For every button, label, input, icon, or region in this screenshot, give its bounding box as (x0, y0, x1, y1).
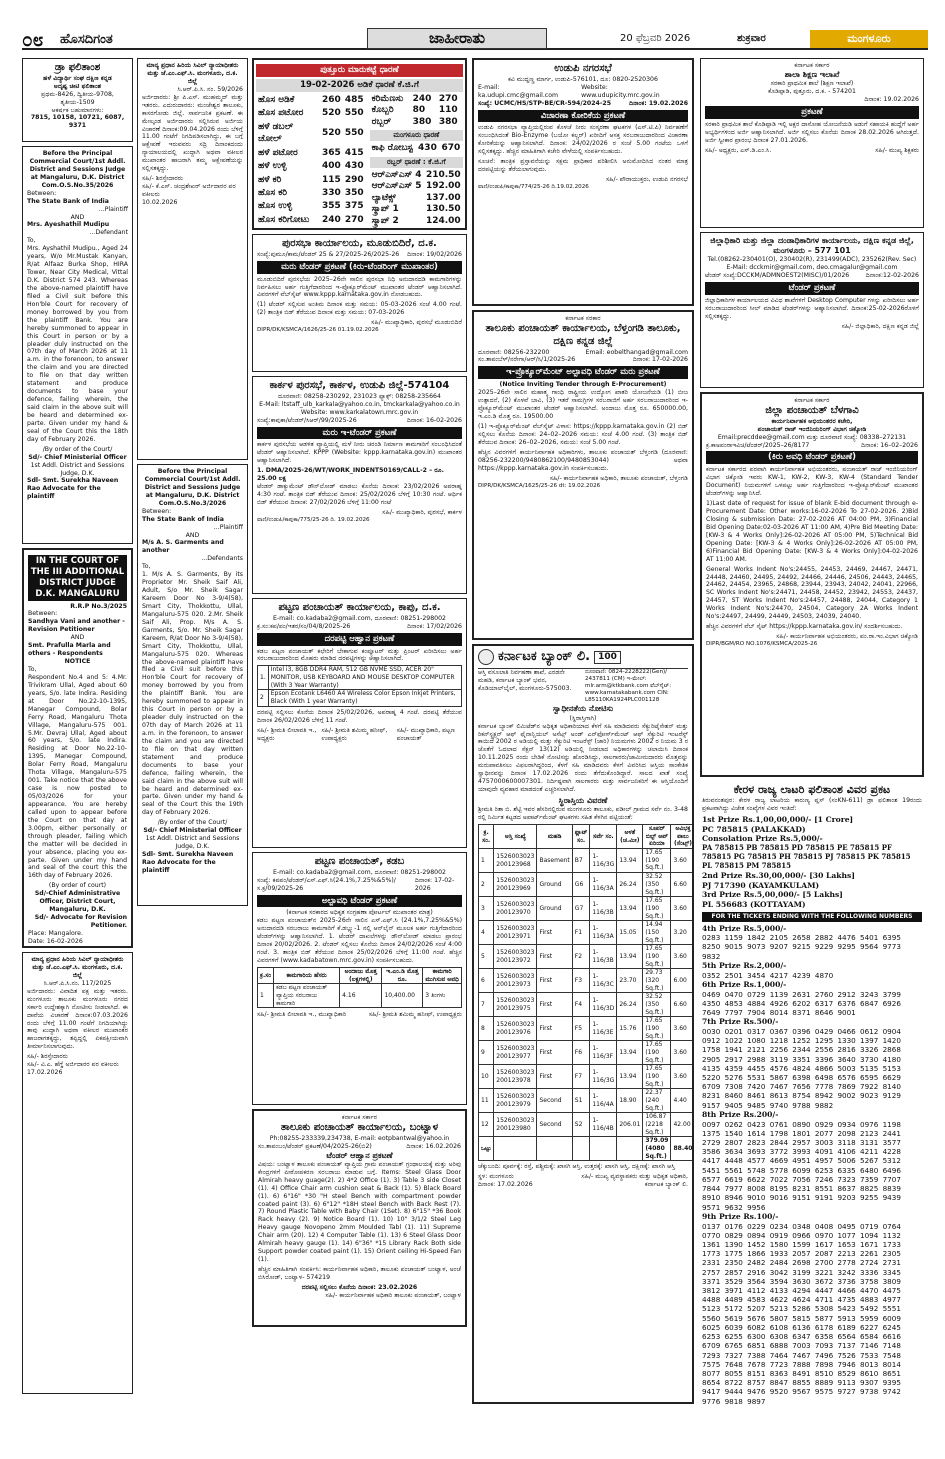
table-cell: 1526003023 200123976 (494, 1017, 537, 1041)
table-cell: F5 (572, 1017, 590, 1041)
table-cell: G6 (572, 873, 590, 897)
table-cell: 1526003023 200123970 (494, 897, 537, 921)
table-cell: First (537, 1041, 572, 1065)
arecanut-price-table (256, 94, 366, 228)
price-row (370, 117, 463, 129)
issue-day: ಶುಕ್ರವಾರ (737, 33, 766, 44)
table-cell: 270 (438, 93, 458, 104)
table-header-cell: ಸರ್ವೆ ಸಂ. (590, 825, 617, 849)
table-cell: F7 (572, 1065, 590, 1089)
table-cell: 9 (479, 1041, 494, 1065)
table-cell: 206.01 (617, 1113, 643, 1137)
table-cell: 115 (322, 174, 341, 185)
property-schedule-table (478, 824, 694, 1161)
table-cell: 42.00 (671, 1113, 694, 1137)
table-header-cell: ಫ್ಲಾಟ್ ಸಂ. (572, 825, 590, 849)
table-cell: 1-116/3F (590, 1041, 617, 1065)
kadaba-tender-ad: ಪಟ್ಟಣ ಪಂಚಾಯತ್, ಕಡಬ E-mail: co.kadaba2@gmail.com, ದೂರವಾಣಿ: 08251-298002 ಸಂಖ್ಯೆ: ಕಪಪಂ/ಟೆಂಡರ್/ಎಸ್.ಎಫ್.ಸಿ(24.1%,7.25%&5%)/ಸ.ಕ್ರ/09/2025-26 ದಿನಾಂಕ: 17-02-2026 ಅಲ್ಪಾವಧಿ ಟೆಂಡರ್ ಪ್ರಕಟಣೆ (ಕರ್ನಾಟಕ ಸರಕಾರದ ಅಧಿಕೃತ ಸಂಗ್ರಹಣಾ ಪೋರ್ಟಲ್ ಮುಖಾಂತರ ಮಾತ್ರ) ಕಡಬ ಪಟ್ಟಣ ಪಂಚಾಯತ್‌ನ 2025-26ನೇ ಸಾಲಿನ ಎಸ್.ಎಫ್.ಸಿ (24.1%,7.25%&5%) ಅನುದಾನದಡಿ ಸರಬರಾಜು ಕಾಮಗಾರಿಗೆ ಕೆ.ಡಬ್ಲ್ಯು-1 ನಲ್ಲಿ ಆನ್‌ಲೈನ್ ಮೂಲಕ ಅರ್ಹ ಗುತ್ತಿಗೆದಾರರಿಂದ ಟೆಂಡರ್‌ಗಳನ್ನು ಆಹ್ವಾನಿಸಲಾಗಿದೆ. 1. ಟೆಂಡರ್ ದಾಖಲೆಗಳನ್ನು ಡೌನ್‌ಲೋಡ್ ಮಾಡಲು ಪ್ರಾರಂಭ ದಿನಾಂಕ 20/02/2026. 2. ಟೆಂಡರ್ ಸಲ್ಲಿಸಲು ಕೊನೆಯ ದಿನಾಂಕ 24/02/2026 ಸಂಜೆ 4:00 ಗಂಟೆ. 3. ತಾಂತ್ರಿಕ ಬಿಡ್ ತೆರೆಯುವ ದಿನಾಂಕ 25/02/2026 ಬೆಳಿಗ್ಗೆ 11:00 ಗಂಟೆ. ಹೆಚ್ಚಿನ ವಿವರಗಳಿಗೆ (www.kadabatown.mrc.gov.in) ಸಂಪರ್ಕಿಸಬಹುದು. ಕ್ರ.ಸಂ ಕಾಮಗಾರಿಯ ಹೆಸರು ಅಂದಾಜು ಮೊತ್ತ (ಲಕ್ಷಗಳಲ್ಲಿ) ಇ.ಎಂ.ಡಿ ಮೊತ್ತ ರೂ. ಕಾಮಗಾರಿ ಮುಗಿಸುವ ಅವಧಿ 1 ಕಡಬ ಪಟ್ಟಣ ಪಂಚಾಯತ್ ವ್ಯಾಪ್ತಿಯ ಸರಬರಾಜು ಕಾಮಗಾರಿ 4.16 10,400.00 3 ತಿಂಗಳು ಸಹಿ/- ಶ್ರೀಮತಿ ಲೀಲಾವತಿ ಇ., ಮುಖ್ಯಾಧಿಕಾರಿ ಸಹಿ/- ಶ್ರೀಮತಿ ಶಮಿಮ್ಮ ಹನೀಫ್, ಉಪಾಧ್ಯಕ್ಷರು (252, 852, 467, 1105)
bantwal-tender-ad: ಕರ್ನಾಟಕ ಸರ್ಕಾರ ತಾಲೂಕು ಪಂಚಾಯತ್ ಕಾರ್ಯಾಲಯ, ಬಂಟ್ವಾಳ Ph:08255-233339,234738, E-mail: eotpbantwal@yahoo.in ಸಂ.ತಾಪಂಬಂ/ಟೆಂಡರ್ ಪ್ರಕಟಣೆ/04/2025-26(ಬಿ2) ದಿನಾಂಕ: 16.02.2026 ಟೆಂಡರ್ ಆಹ್ವಾನ ಪ್ರಕಟಣೆ ವಿಷಯ: ಬಂಟ್ವಾಳ ತಾಲೂಕು ಪಂಚಾಯತ್ ವ್ಯಾಪ್ತಿಯ ಗ್ರಾಮ ಪಂಚಾಯತ್ ಗ್ರಂಥಾಲಯಕ್ಕೆ ಮತ್ತು ಅರಿವು ಕೇಂದ್ರಗಳಿಗೆ ಪೀಠೋಪಕರಣ ಸರಬರಾಜು ಮಾಡುವ ಬಗ್ಗೆ. Items: Steel Glass Door Almirah heavy guage(2). 2) 4*2 Office (1). 3) Table 3 side Closet (1). 4) Office Chair arm cushion seat & Back (1). 5) Black Board (1). 6) 6"16" *30 "H steel Bench with compartment powder coated paint (3). 6) 6"12" *18H steel Bench with Back Rest (7). 7) Round Plastic Table with Baby Chair (1Set). 8) 6"15" *36 Book Rack heavy (2). 9) Notice Board (1). 10) 10" 3/1/2 Steel Leg Heavy gauge Novopeno 2mm Moulded Tabl (1). 11) Supreme Chair arm (20). 12) 4 Computer Table (1). 13) 6 Steel Glass Door Almirah heavy gauge (1). 14) 6"36" *15 Library Rack Both side Support powder coated paint (1). 15) Orient ceiling Hi-Speed Fan (1). ಹೆಚ್ಚಿನ ಮಾಹಿತಿಗಾಗಿ ಸಂಪರ್ಕಿಸಿ: ಕಾರ್ಯನಿರ್ವಾಹಕ ಅಧಿಕಾರಿ, ತಾಲೂಕು ಪಂಚಾಯತ್ ಬಂಟ್ವಾಳ, ಅಂಚೆ ಬಿಸಿರೋಡ್, ಬಂಟ್ವಾಳ- 574219 ದರಪಟ್ಟಿ ಸಲ್ಲಿಸಲು ಕೊನೆಯ ದಿನಾಂಕ: 23.02.2026 ಸಹಿ/- ಕಾರ್ಯನಿರ್ವಾಹಕ ಅಧಿಕಾರಿ ತಾಲೂಕು ಪಂಚಾಯತ್, ಬಂಟ್ವಾಳ (252, 1109, 467, 1327)
table-cell: 1526003023 200123979 (494, 1089, 537, 1113)
table-cell: ಹಳೆ ಉಳ್ಳಿ (258, 161, 287, 172)
table-cell: 485 (344, 94, 364, 105)
price-row (370, 204, 463, 216)
table-cell: G7 (572, 897, 590, 921)
table-header-cell: ಕಾಮಗಾರಿಯ ಹೆಸರು (274, 968, 340, 984)
table-cell: Ground (537, 873, 572, 897)
table-row (258, 666, 462, 690)
table-cell: 8 (479, 1017, 494, 1041)
section-title: ಜಾಹೀರಾತು (367, 28, 547, 49)
table-cell: 1-116/4B (590, 1113, 617, 1137)
table-cell: 13.94 (617, 897, 643, 921)
table-cell: First (537, 945, 572, 969)
table-cell: 415 (344, 148, 364, 159)
table-cell: 110 (438, 105, 458, 116)
table-cell: Basement (537, 849, 572, 873)
centenary-badge: 100 (594, 651, 621, 665)
kapu-quotation-ad: ಪಟ್ಟಣ ಪಂಚಾಯತ್ ಕಾರ್ಯಾಲಯ, ಕಾಪು, ದ.ಕ. E-mail: co.kadaba2@gmail.com, ದೂರವಾಣಿ: 08251-298002 ಕ್ರ.ಸಂ:ಕಪ/ಪಂ/ಇತರ/ಸಂ/04/8/2025-26 ದಿನಾಂಕ: 17/02/2026 ದರಪಟ್ಟಿ ಆಹ್ವಾನ ಪ್ರಕಟಣೆ ಕಡಬ ಪಟ್ಟಣ ಪಂಚಾಯತ್ ಕಛೇರಿಗೆ ಬೇಕಾಗುವ ಕಂಪ್ಯೂಟರ್ ಮತ್ತು ಪ್ರಿಂಟರ್ ಖರೀದಿಸಲು ಅರ್ಹ ಸರಬರಾಜುದಾರರಿಂದ ಮೊಹರು ಮಾಡಿದ ದರಪಟ್ಟಿಗಳನ್ನು ಆಹ್ವಾನಿಸಲಾಗಿದೆ. 1. Intel i3, 8GB DDR4 RAM, 512 GB NVME SSD, ACER 20" MONITOR, USB KEYBOARD AND MOUSE DESKTOP COMPUTER (With 3 Year Warranty) 2 Epson Ecotank L6460 A4 Wireless Color Epson Inkjet Printers, Black (With 1 year Warranty) ದರಪಟ್ಟಿ ಸಲ್ಲಿಸಲು ಕೊನೆಯ ದಿನಾಂಕ 25/02/2026, ಅಪರಾಹ್ನ 4 ಗಂಟೆ. ದರಪಟ್ಟಿ ತೆರೆಯುವ ದಿನಾಂಕ 26/02/2026 ಬೆಳಿಗ್ಗೆ 11 ಗಂಟೆ. ಸಹಿ/- ಶ್ರೀಮತಿ ಲೀಲಾವತಿ ಇ., ಅಧ್ಯಕ್ಷರು ಸಹಿ/- ಶ್ರೀಮತಿ ಶಮಿಮ್ಮ ಹನೀಫ್, ಉಪಾಧ್ಯಕ್ಷರು ಸಹಿ/- ಮುಖ್ಯಾಧಿಕಾರಿ, ಪಟ್ಟಣ ಪಂಚಾಯತ್ (252, 598, 467, 848)
table-cell: 260 (322, 94, 341, 105)
table-cell: 3.60 (671, 945, 694, 969)
table-cell: F6 (572, 1041, 590, 1065)
table-cell: 2 (258, 690, 269, 706)
issue-date: 20 ಫೆಬ್ರವರಿ 2026 (620, 33, 691, 44)
table-cell: 670 (441, 143, 461, 154)
table-cell: 17.65 (190 Sq.ft.) (643, 1065, 671, 1089)
price-row (370, 143, 463, 155)
table-cell: 32.52 (350 Sq.ft.) (643, 873, 671, 897)
table-cell: 1-116/3A (590, 873, 617, 897)
dc-office-tender-ad: ಜಿಲ್ಲಾಧಿಕಾರಿ ಮತ್ತು ಜಿಲ್ಲಾ ದಂಡಾಧಿಕಾರಿಗಳ ಕಾರ್ಯಾಲಯ, ದಕ್ಷಿಣ ಕನ್ನಡ ಜಿಲ್ಲೆ, ಮಂಗಳೂರು – 577 101 Tel.(08262-230401(O), 230402(R), 231499(ADC), 235262(Rev. Sec) E-Mail: dcckmir@gmail.com, deo.cmagalur@gmail.com ಟೆಂಡರ್ ಸಂಖ್ಯೆ:DCCKM/ADMNOEST2(MISC)/01/2026 ದಿನಾಂಕ:12-02-2026 ಟೆಂಡರ್ ಪ್ರಕಟಣೆ ಜಿಲ್ಲಾಧಿಕಾರಿಗಳ ಕಾರ್ಯಾಲಯದ ವಿವಿಧ ಶಾಖೆಗಳಿಗೆ Desktop Computer ಗಳನ್ನು ಖರೀದಿಸಲು ಅರ್ಹ ಸರಬರಾಜುದಾರರಿಂದ ಸೀಲ್ ಮಾಡಿದ ಟೆಂಡರ್‌ಗಳನ್ನು ಆಹ್ವಾನಿಸಲಾಗಿದೆ. ದಿನಾಂಕ:25-02-2026ರೊಳಗೆ ಸಲ್ಲಿಸತಕ್ಕದ್ದು. ಸಹಿ/- ಜಿಲ್ಲಾಧಿಕಾರಿ, ದಕ್ಷಿಣ ಕನ್ನಡ ಜಿಲ್ಲೆ (700, 232, 924, 388)
rubber-price-table (370, 170, 463, 228)
karkala-etender-ad: ಕಾರ್ಕಳ ಪುರಸಭೆ, ಕಾರ್ಕಳ, ಉಡುಪಿ ಜಿಲ್ಲೆ-574104 ದೂರವಾಣಿ: 08258-230292, 231023 ಫ್ಯಾಕ್ಸ್: 08258-235664 E-Mail: ltstaff_ulb_karkala@yahoo.co.in, tmckarkala@yahoo.co.in Website: www.karkalatown.mrc.gov.in ಸಂಖ್ಯೆ:ಕಾಪುಕಾ/ಟೆಂಡರ್/ಸಿಆರ್/99/2025-26 ದಿನಾಂಕ: 16-02-2026 ಮರು ಇ-ಟೆಂಡರ್ ಪ್ರಕಟಣೆ ಕಾರ್ಕಳ ಪುರಸಭೆಯ ಆಡಳಿತ ವ್ಯಾಪ್ತಿಯಲ್ಲಿ ಮಳೆ ನೀರು ಚರಂಡಿ ನಿರ್ಮಾಣ ಕಾಮಗಾರಿಗೆ ಸಂಬಂಧಿಸಿದಂತೆ ಟೆಂಡರ್ ಆಹ್ವಾನಿಸಲಾಗಿದೆ. KPPP (Website: kppp.karnataka.gov.in) ಮುಖಾಂತರ ಆಹ್ವಾನಿಸಲಾಗಿದೆ. 1. DMA/2025-26/WT/WORK_INDENT50169/CALL-2 – ರೂ. 25.00 ಲಕ್ಷ ಟೆಂಡರ್ ಡಾಕ್ಯುಮೆಂಟ್ ಡೌನ್‌ಲೋಡ್ ಮಾಡಲು ಕೊನೆಯ ದಿನಾಂಕ: 23/02/2026 ಅಪರಾಹ್ನ 4:30 ಗಂಟೆ. ತಾಂತ್ರಿಕ ಬಿಡ್ ತೆರೆಯುವ ದಿನಾಂಕ: 25/02/2026 ಬೆಳಿಗ್ಗೆ 10:30 ಗಂಟೆ. ಆರ್ಥಿಕ ಬಿಡ್ ತೆರೆಯುವ ದಿನಾಂಕ: 27/02/2026 ಬೆಳಿಗ್ಗೆ 11:00 ಗಂಟೆ ಸಹಿ/- ಮುಖ್ಯಾಧಿಕಾರಿ, ಪುರಸಭೆ, ಕಾರ್ಕಳ ವಾಣಿ/ಉಡುಪಿ/ಕಾಪುಕಾ/775/25-26 ದಿ. 19.02.2026 (252, 376, 467, 594)
table-cell: 1526003023 200123973 (494, 969, 537, 993)
price-row (256, 120, 366, 147)
table-cell: 4 (479, 921, 494, 945)
table-cell: 26.24 (617, 993, 643, 1017)
table-cell: S1 (572, 1089, 590, 1113)
price-row (256, 214, 366, 227)
table-cell: 430 (344, 161, 364, 172)
table-cell: 1-116/4A (590, 1089, 617, 1113)
spice-price-table (370, 94, 463, 129)
table-header-cell: ಕ್ರ.ಸಂ (258, 968, 274, 984)
table-cell: ಹಳೆ ಪಟೋರ (258, 148, 298, 159)
table-cell: 17.65 (190 Sq.ft.) (643, 1017, 671, 1041)
table-cell: 430 (418, 143, 437, 154)
table-cell: S2 (572, 1113, 590, 1137)
table-cell: 7 (479, 993, 494, 1017)
table-cell: 1-116/3G (590, 849, 617, 873)
table-cell: 32.52 (350 Sq.ft.) (643, 993, 671, 1017)
table-cell: F3 (572, 969, 590, 993)
table-cell: F4 (572, 993, 590, 1017)
belthangady-etender-ad: ಕರ್ನಾಟಕ ಸರಕಾರ ತಾಲೂಕು ಪಂಚಾಯತ್ ಕಾರ್ಯಾಲಯ, ಬೆಳ್ತಂಗಡಿ ತಾಲೂಕು, ದಕ್ಷಿಣ ಕನ್ನಡ ಜಿಲ್ಲೆ ದೂರವಾಣಿ: 08256-232200 Email: eobelthangad@gmail.com ಸಂ.ತಾಪಂಬೆಳ್/ನರೇಗಾ/ಆರ್/ಸಿ/1/2025-26 ದಿನಾಂಕ: 17-02-2026 ಇ-ಪ್ರೊಕ್ಯೂರ್‌ಮೆಂಟ್ ಅಲ್ಪಾವಧಿ ಟೆಂಡರ್ ಮರು ಪ್ರಕಟಣೆ (Notice Inviting Tender through E-Procurement) 2025–26ನೇ ಸಾಲಿನ ಮಹಾತ್ಮ ಗಾಂಧಿ ರಾಷ್ಟ್ರೀಯ ಉದ್ಯೋಗ ಖಾತರಿ ಯೋಜನೆಯಡಿ (1) ಬೀಜ ಉತ್ಪಾದನೆ, (2) ಕೊಳವೆ ಬಾವಿ, (3) ಇತರೆ ಸಾಮಗ್ರಿಗಳ ಸರಬರಾಜಿಗೆ ಅರ್ಹ ಸರಬರಾಜುದಾರರಿಂದ ಇ-ಪ್ರೊಕ್ಯೂರ್‌ಮೆಂಟ್ ಮುಖಾಂತರ ಟೆಂಡರ್ ಆಹ್ವಾನಿಸಲಾಗಿದೆ. ಅಂದಾಜು ಮೊತ್ತ ರೂ. 650000.00, ಇ.ಎಂ.ಡಿ ಮೊತ್ತ ರೂ. 19500.00 (1) ಇ-ಪ್ರೊಕ್ಯೂರ್‌ಮೆಂಟ್ ವೆಬ್‌ಸೈಟ್ ವಿಳಾಸ: https://kppp.karnataka.gov.in (2) ಬಿಡ್ ಸಲ್ಲಿಸಲು ಕೊನೆಯ ದಿನಾಂಕ: 24–02–2026 ಸಮಯ: ಸಂಜೆ 4.00 ಗಂಟೆ. (3) ತಾಂತ್ರಿಕ ಬಿಡ್ ತೆರೆಯುವ ದಿನಾಂಕ: 26–02–2026, ಸಮಯ: ಸಂಜೆ 5.00 ಗಂಟೆ. ಹೆಚ್ಚಿನ ವಿವರಗಳಿಗೆ ಕಾರ್ಯನಿರ್ವಾಹಕ ಅಧಿಕಾರಿಗಳು, ತಾಲೂಕು ಪಂಚಾಯತ್ ಬೆಳ್ತಂಗಡಿ (ದೂರವಾಣಿ: 08256-232200/9480862100/9480853044) ಅಥವಾ https://kppp.karnataka.gov.in ಸಂಪರ್ಕಿಸಬಹುದು. ಸಹಿ/- ಕಾರ್ಯನಿರ್ವಾಹಕ ಅಧಿಕಾರಿ, ತಾಲೂಕು ಪಂಚಾಯತ್, ಬೆಳ್ತಂಗಡಿ DIPR/DK/KSMCA/1625/25-26 dt: 19.02.2026 (472, 310, 694, 640)
table-cell: Ground (537, 897, 572, 921)
table-cell: ಆರ್‌ಎಸ್‌ಎಸ್ 4 (371, 169, 422, 180)
table-cell: 29.73 (320 Sq.ft.) (643, 969, 671, 993)
table-cell: 1 (258, 984, 274, 1008)
table-cell: First (537, 1065, 572, 1089)
computer-items-table (257, 665, 462, 706)
table-cell: 1-116/3D (590, 993, 617, 1017)
column-5 (700, 58, 924, 1431)
property-row (479, 873, 695, 897)
property-row (479, 1113, 695, 1137)
table-cell: 13.94 (617, 1065, 643, 1089)
court-notice-ad: IN THE COURT OF THE III ADDITIONAL DISTRICT JUDGE D.K. MANGALURU R.R.P No.3/2025 Between: Sandhya Vani and another - Revision Petitioner AND Smt. Prafulla Marla and others - Respondents NOTICE To, Respondent No.4 and 5: 4.Mr. Trivikram Ullal, Aged about 60 years, S/o. late Indira. Residing at Door No.22-10-1395, Manegar Compound, Bolar Ferry Road, Mangaluru Thota Village, Mangaluru-575 001. 5.Mr. Devraj Ullal, Aged about 60 years, S/o. late Indira. Residing at Door No.22-10-1395, Manegar Compound, Bolar Ferry Road, Mangaluru Thota Village, Mangaluru-575 001. Take notice that the above case is now posted to 05/03/2026 for your appearance. You are hereby called upon to appear before the Court on that day at 3.00pm, either personally or through pleader, failing which the matter will be decided in your absence, placing you ex-parte. Given under my hand and seal of the court this the 16th day of February 2026. (By order of court) Sd/-Chief Administrative Officer, District Court, Mangaluru, D.K. Sd/- Advocate for Revision Petitioner. Place: Mangalore. Date: 16-02-2026 (22, 548, 133, 948)
table-cell: 15.05 (617, 921, 643, 945)
table-cell: 3.60 (671, 897, 694, 921)
moodbidri-tender-ad: ಪುರಸಭಾ ಕಾರ್ಯಾಲಯ, ಮೂಡುಬಿದಿರೆ, ದ.ಕ. ಸಂಖ್ಯೆ:ಪುಮೂ/ಕಾಮ/ಟೆಂಡರ್ 25 & 27/2025-26/2025-26 ದಿನಾಂಕ: 19/02/2026 ಮರು ಟೆಂಡರ್ ಪ್ರಕಟಣೆ (ಕಿರು-ಟೆಂಡರಿಂಗ್ ಮುಖಾಂತರ) ಮೂಡುಬಿದಿರೆ ಪುರಸಭೆಯ 2025–26ನೇ ಸಾಲಿನ ಪುರಸಭಾ ನಿಧಿ ಅನುದಾನದಡಿ ಕಾಮಗಾರಿಗಳನ್ನು ನಿರ್ವಹಿಸಲು ಅರ್ಹ ಗುತ್ತಿಗೆದಾರರಿಂದ ಇ-ಪ್ರೊಕ್ಯೂರ್‌ಮೆಂಟ್ ಮುಖಾಂತರ ಟೆಂಡರ್ ಆಹ್ವಾನಿಸಲಾಗಿದೆ. ವಿವರಗಳಿಗೆ ವೆಬ್‌ಸೈಟ್ www.kppp.karnataka.gov.in ನೋಡಬಹುದು. (1) ಟೆಂಡರ್ ಸಲ್ಲಿಸುವ ಅಂತಿಮ ದಿನಾಂಕ ಮತ್ತು ಸಮಯ: 05-03-2026 ಸಂಜೆ 4.00 ಗಂಟೆ. (2) ತಾಂತ್ರಿಕ ಬಿಡ್ ತೆರೆಯುವ ದಿನಾಂಕ ಮತ್ತು ಸಮಯ: 07-03-2026 ಸಹಿ/- ಮುಖ್ಯಾಧಿಕಾರಿ, ಪುರಸಭೆ ಮೂಡುಬಿದಿರೆ DIPR/DK/KSMCA/1626/25-26 01.19.02.2026 (252, 234, 467, 372)
table-cell: 22.37 (240 Sq.ft.) (643, 1089, 671, 1113)
table-cell: 3.60 (671, 1041, 694, 1065)
price-row (370, 193, 463, 205)
draw-result-ad: ಡ್ರಾ ಫಲಿತಾಂಶ ಹಳೆ ವಿದ್ಯಾರ್ಥಿ ಸಂಘ ದಕ್ಷಿಣ ಕನ್ನಡ ಅದೃಷ್ಟ ಚೀಟಿ ಫಲಿತಾಂಶ ಪ್ರಥಮ-8426, ದ್ವಿತೀಯ-9708, ತೃತೀಯ-1509 ಆಕರ್ಷಕ ಬಹುಮಾನಗಳು: 7815, 10158, 10721, 6087, 9371 (22, 58, 133, 142)
table-cell (572, 1137, 590, 1161)
table-cell: 3 ತಿಂಗಳು (423, 984, 462, 1008)
price-row (370, 94, 463, 106)
table-cell: 11 (479, 1089, 494, 1113)
table-cell: 15.76 (617, 1017, 643, 1041)
table-cell: 1-116/3E (590, 1017, 617, 1041)
column-4 (472, 58, 694, 1408)
table-cell (537, 1137, 572, 1161)
price-row (370, 216, 463, 228)
table-cell: 18.90 (617, 1089, 643, 1113)
coffee-price-table (370, 143, 463, 155)
civil-court-notice-ad: ಮಾನ್ಯ ಪ್ರಧಾನ ಹಿರಿಯ ಸಿವಿಲ್ ನ್ಯಾಯಾಧೀಶರು ಮತ್ತು ಜೆ.ಎಂ.ಎಫ್.ಸಿ. ಮಂಗಳೂರು, ದ.ಕ. ಜಿಲ್ಲೆ ಸಿ.ಆರ್.ಪಿ.ಸಿ.ನಂ. 117/2025 ಅರ್ಜಿದಾರರು: ವಿವಾದಿತ ಪಕ್ಷ ಮತ್ತು ಇತರರು. ಮಂಗಳೂರು ತಾಲೂಕು ಮಂಗಳೂರು ನಗರದ ಸರ್ಕಾರಿ ಉದ್ದೇಶಕ್ಕಾಗಿ ನೋಟೀಸು ನೀಡಲಾಗಿದೆ. ಈ ದಾವೆಯ ವಿಚಾರಣೆ ದಿನಾಂಕ:07.03.2026 ರಂದು ಬೆಳಿಗ್ಗೆ 11.00 ಗಂಟೆಗೆ ನಿಗದಿಯಾಗಿದ್ದು ತಾವು ಖುದ್ದಾಗಿ ಅಥವಾ ವಕೀಲರ ಮುಖಾಂತರ ಹಾಜರಾಗತಕ್ಕದ್ದು, ತಪ್ಪಿದ್ದಲ್ಲಿ ಏಕಪಕ್ಷೀಯವಾಗಿ ತೀರ್ಮಾನಿಸಲಾಗುವುದು. ಸಹಿ/- ಶಿರಸ್ತೇದಾರರು ಸಹಿ/- ವಿ.ಎ. ಹೆಗ್ಡೆ ಅರ್ಜಿದಾರರ ಪರ ವಕೀಲರು 17.02.2026 (22, 952, 133, 1394)
table-cell: 1526003023 200123969 (494, 873, 537, 897)
table-cell: 4.40 (671, 1089, 694, 1113)
table-cell: 17.65 (190 Sq.ft.) (643, 849, 671, 873)
table-cell: 3.60 (671, 849, 694, 873)
table-cell: 1-116/3A (590, 921, 617, 945)
table-cell: 330 (322, 188, 341, 199)
table-cell: ಹೊಸ ಕರಿ (258, 188, 288, 199)
table-header-cell: ಇ.ಎಂ.ಡಿ ಮೊತ್ತ ರೂ. (382, 968, 423, 984)
table-cell: 6.60 (671, 993, 694, 1017)
price-row (370, 105, 463, 117)
table-cell: First (537, 1017, 572, 1041)
column-2 (137, 58, 248, 910)
table-cell: ಹೊಸ ಕರಿಗೋಟು (258, 214, 310, 225)
table-header-cell: ಅಂದಾಜು ಮೊತ್ತ (ಲಕ್ಷಗಳಲ್ಲಿ) (340, 968, 382, 984)
court-summons-ad-2: Before the Principal Commercial Court/1st Addl. District and Sessions Judge at Mangaluru, D.K. District Com.O.S.No.3/2026 Between: The State Bank of India ...Plaintiff AND M/s A. S. Garments and another ...Defendants To, 1. M/s A. S. Garments, By its Proprietor Mr. Sheik Saif Ali, Adult, S/o Mr. Sheik Sagar Kareem Door No 3-9/4(58), Smart City, Thokkottu, Ullal, Mangaluru-575 020. 2.Mr. Sheik Saif Ali, Prop. M/s A. S. Garments, S/o. Mr. Sheik Sagar Kareem, R/at Door No 3-9/4(58), Smart City, Thokkottu, Ullal, Mangaluru-575 020. Whereas the above-named plaintiff have filed a Civil suit before this Hon'ble Court for recovery of money borrowed by you from the plaintiff Bank. You are hereby summoned to appear in this Court in person or by a pleader duly instructed on the 07th day of March 2026 at 11 a.m. in the forenoon, to answer the claim and you are directed to file on that day written statement and produce documents to base your defence, failing wherein, the said claim in the above suit will be heard and determined ex-parte. Given under my hand & seal of the Court this the 19th day of February 2026. /By order of the Court/ Sd/- Chief Ministerial Officer 1st Addl. District and Sessions Judge, D.K. Sdl- Smt. Surekha Naveen Rao Advocate for the plaintiff (137, 464, 248, 906)
table-cell: 3 (479, 897, 494, 921)
masthead-logo: ಹೊಸದಿಗಂತ (60, 32, 113, 47)
table-cell: 380 (438, 116, 458, 127)
table-cell: 1. (258, 666, 269, 690)
total-row (479, 1137, 695, 1161)
property-row (479, 921, 695, 945)
table-cell: 13.94 (617, 849, 643, 873)
table-cell: ಸ್ಕ್ರಾಪ್ 2 (371, 215, 399, 226)
table-cell: F2 (572, 945, 590, 969)
table-cell: 1-116/3B (590, 945, 617, 969)
price-row (256, 160, 366, 173)
udupi-enquiry-ad: ಉಡುಪಿ ನಗರಸಭೆ ಕವಿ ಮುದ್ದಣ್ಣ ಮಾರ್ಗ, ಉಡುಪಿ-576101, ದೂ: 0820-2520306 E-mail: ka.udupi.cmc@gmail.com Website: www.udupicity.mrc.gov.in ಸಂಖ್ಯೆ: UCMC/HS/STP-BE/CR-594/2024-25 ದಿನಾಂಕ: 19.02.2026 ವಿಚಾರಣಾ ಕೋರಿಕೆಯ ಪ್ರಕಟಣೆ ಉಡುಪಿ ನಗರಸಭಾ ವ್ಯಾಪ್ತಿಯಲ್ಲಿರುವ ಕೊಳಚೆ ನೀರು ಸಂಸ್ಕರಣಾ ಘಟಕಗಳ (ಎಸ್.ಟಿ.ಪಿ) ನಿರ್ವಹಣೆಗೆ ಸಂಬಂಧಿಸಿದಂತೆ Bio-Enzyme (ಬಯೋ ಕಲ್ಚರ್) ಖರೀದಿಗೆ ಆಸಕ್ತ ಸರಬರಾಜುದಾರರಿಂದ ವಿಚಾರಣಾ ಕೋರಿಕೆಯನ್ನು ಆಹ್ವಾನಿಸಲಾಗಿದೆ. ದಿನಾಂಕ: 24/02/2026 ರ ಸಂಜೆ 5.00 ಗಂಟೆಯ ಒಳಗೆ ಸಲ್ಲಿಸತಕ್ಕದ್ದು. ಹೆಚ್ಚಿನ ಮಾಹಿತಿಗಾಗಿ ಕಚೇರಿ ವೇಳೆಯಲ್ಲಿ ಸಂಪರ್ಕಿಸಬಹುದು. ಸೂಚನೆ: ತಾಂತ್ರಿಕ ಪ್ರಸ್ತಾವನೆಯನ್ನು ಸಕ್ಷಮ ಪ್ರಾಧಿಕಾರ ಪರಿಶೀಲಿಸಿ ಅನುಮೋದಿಸಿದ ನಂತರ ಮಾತ್ರ ದರಪಟ್ಟಿಯನ್ನು ತೆರೆಯಲಾಗುವುದು. ಸಹಿ/- ಪೌರಾಯುಕ್ತರು, ಉಡುಪಿ ನಗರಸಭೆ ವಾಣಿ/ಉಡುಪಿ/ಕಾಪುಕಾ/774/25-26 ದಿ.19.02.2026 (472, 58, 694, 306)
table-cell (590, 1137, 617, 1161)
table-cell: 1 (479, 849, 494, 873)
table-header-cell: ಮಹಡಿ (537, 825, 572, 849)
table-header-cell: ಕ್ರ. ಸಂ. (479, 825, 494, 849)
table-cell: 3.60 (671, 1017, 694, 1041)
table-cell: F1 (572, 921, 590, 945)
property-row (479, 897, 695, 921)
table-cell: 240 (322, 214, 341, 225)
table-cell: 12 (479, 1113, 494, 1137)
table-cell: 4.16 (340, 984, 382, 1008)
table-cell: 1-116/3G (590, 1065, 617, 1089)
page-number: ೦೮ (22, 29, 44, 51)
table-cell (494, 1137, 537, 1161)
table-cell: ಒಟ್ಟು (479, 1137, 494, 1161)
karnataka-bank-possession-notice: ಕರ್ನಾಟಕ ಬ್ಯಾಂಕ್ ಲಿ. 100 ಆಸ್ತಿ ವಸೂಲಾತಿ ನಿರ್ವಹಣಾ ಶಾಖೆ, ಎರಡನೇ ಮಹಡಿ, ಕರ್ನಾಟಕ ಬ್ಯಾಂಕ್ ಭವನ, ಕೊಡಿಯಾಲ್‌ಬೈಲ್, ಮಂಗಳೂರು-575003. ದೂರವಾಣಿ: 0824-2228222(Gen)/ 2437811 (CM) ಇ-ಮೇಲ್: mlr.arm@ktkbank.com ವೆಬ್‌ಸೈಟ್: www.karnatakabank.com CIN: L85110KA1924PLC001128 ಸ್ವಾಧೀನತೆಯ ನೋಟಿಸು (ಸ್ಥಿರಾಸ್ತಿಗಾಗಿ) ಕರ್ನಾಟಕ ಬ್ಯಾಂಕ್ ಲಿಮಿಟೆಡ್‌ನ ಅಧಿಕೃತ ಅಧಿಕಾರಿಯಾದ ಕೆಳಗೆ ಸಹಿ ಮಾಡಿದವರು ಸೆಕ್ಯುರಿಟೈಸೇಶನ್ ಮತ್ತು ರಿಕನ್‌ಸ್ಟ್ರಕ್ಷನ್ ಆಫ್ ಫೈನಾನ್ಷಿಯಲ್ ಅಸೆಟ್ಸ್ ಅಂಡ್ ಎನ್‌ಫೋರ್ಸ್‌ಮೆಂಟ್ ಆಫ್ ಸೆಕ್ಯುರಿಟಿ ಇಂಟರೆಸ್ಟ್ ಕಾಯಿದೆ 2002 ರ ಅಡಿಯಲ್ಲಿ ಮತ್ತು ಸೆಕ್ಯುರಿಟಿ ಇಂಟರೆಸ್ಟ್ (ಜಾರಿ) ನಿಯಮಗಳು 2002 ರ ನಿಯಮ 3 ರ ಜೊತೆಗೆ ಓದಲಾದ ಸೆಕ್ಷನ್ 13(12) ಅಡಿಯಲ್ಲಿ ನೀಡಲಾದ ಅಧಿಕಾರಗಳನ್ನು ಚಲಾಯಿಸಿ ದಿನಾಂಕ 10.11.2025 ರಂದು ಬೇಡಿಕೆ ನೋಟಿಸನ್ನು ಹೊರಡಿಸಿದ್ದು, ಸಾಲಗಾರರು/ಜಾಮೀನುದಾರರು ಮೊತ್ತವನ್ನು ಮರುಪಾವತಿಸಲು ವಿಫಲರಾಗಿದ್ದರಿಂದ, ಕೆಳಗೆ ಸಹಿ ಮಾಡಿದವರು ಕೆಳಗೆ ವಿವರಿಸಿದ ಆಸ್ತಿಯ ಸಾಂಕೇತಿಕ ಸ್ವಾಧೀನವನ್ನು ದಿನಾಂಕ 17.02.2026 ರಂದು ತೆಗೆದುಕೊಂಡಿದ್ದಾರೆ. ಸಾಲದ ಖಾತೆ ಸಂಖ್ಯೆ 4757000600007301. ನಿರ್ದಿಷ್ಟವಾಗಿ ಸಾಲಗಾರರು ಮತ್ತು ಸಾರ್ವಜನಿಕರಿಗೆ ಈ ಆಸ್ತಿಯೊಂದಿಗೆ ಯಾವುದೇ ವ್ಯವಹಾರ ಮಾಡದಂತೆ ಎಚ್ಚರಿಸಲಾಗಿದೆ. ಸ್ಥಿರಾಸ್ತಿಯ ವಿವರಣೆ ಶ್ರೀಮತಿ ರಿತಾ ಬಿ. ಶೆಟ್ಟಿ ಇವರ ಹೆಸರಿನಲ್ಲಿರುವ ಮಂಗಳೂರು ತಾಲೂಕು, ಪಡೀಲ್ ಗ್ರಾಮದ ಸರ್ವೆ ನಂ. 3-48 ರಲ್ಲಿ ನಿರ್ಮಿತ ಕಟ್ಟಡದ ಅಪಾರ್ಟ್‌ಮೆಂಟ್ ಘಟಕಗಳು ಸಹಿತ ಕೆಳಗಿನ ಪಟ್ಟಿಯಂತೆ: ಕ್ರ. ಸಂ. ಅಸ್ತಿ ಸಂಖ್ಯೆ ಮಹಡಿ ಫ್ಲಾಟ್ ಸಂ. ಸರ್ವೆ ಸಂ. ಅಳತೆ (ಚ.ಮೀ) ಸೂಪರ್ ಬಿಲ್ಟ್ ಅಪ್ ಏರಿಯಾ ಅವಿಭಕ್ತ ಪಾಲು (ಸೆಂಟ್ಸ್) 1 1526003023 200123968 Basement B7 1-116/3G 13.94 17.65 (190 Sq.ft.) 3.60 2 1526003023 200123969 Ground G6 1-116/3A 26.24 32.52 (350 Sq.ft.) 6.60 3 1526003023 200123970 Ground G7 1-116/3B 13.94 17.65 (190 Sq.ft.) 3.60 4 1526003023 200123971 First F1 1-116/3A 15.05 14.94 (150 Sq.ft.) 3.20 5 1526003023 200123972 First F2 1-116/3B 13.94 17.65 (190 Sq.ft.) 3.60 6 1526003023 200123973 First F3 1-116/3C 23.70 29.73 (320 Sq.ft.) 6.00 7 1526003023 200123975 First F4 1-116/3D 26.24 32.52 (350 Sq.ft.) 6.60 8 1526003023 200123976 First F5 1-116/3E 15.76 17.65 (190 Sq.ft.) 3.60 9 1526003023 200123977 First F6 1-116/3F 13.94 17.65 (190 Sq.ft.) 3.60 10 1526003023 200123978 First F7 1-116/3G 13.94 17.65 (190 Sq.ft.) 3.60 11 1526003023 200123979 Second S1 1-116/4A 18.90 22.37 (240 Sq.ft.) 4.40 12 1526003023 200123980 Second S2 1-116/4B 206.01 106.87 (2218 Sq.ft.) 42.00 ಒಟ್ಟು 379.09 (4080 Sq.ft.) 88.40 ಚೆಕ್ಕುಬಂದಿ: ಪೂರ್ವಕ್ಕೆ: ರಸ್ತೆ, ಪಶ್ಚಿಮಕ್ಕೆ: ಖಾಸಗಿ ಆಸ್ತಿ, ಉತ್ತರಕ್ಕೆ: ಖಾಸಗಿ ಆಸ್ತಿ, ದಕ್ಷಿಣಕ್ಕೆ: ಖಾಸಗಿ ಆಸ್ತಿ ಸ್ಥಳ: ಮಂಗಳೂರು ದಿನಾಂಕ: 17.02.2026 ಸಹಿ/- ಮುಖ್ಯ ವ್ಯವಸ್ಥಾಪಕರು ಮತ್ತು ಅಧಿಕೃತ ಅಧಿಕಾರಿ, ಕರ್ನಾಟಕ ಬ್ಯಾಂಕ್ ಲಿ. (472, 644, 694, 1404)
table-cell: 400 (322, 161, 341, 172)
table-cell: 88.40 (671, 1137, 694, 1161)
table-cell: 80 (412, 105, 426, 116)
kerala-lottery-result: ಕೇರಳ ರಾಜ್ಯ ಲಾಟರಿ ಫಲಿತಾಂಶ ವಿವರ ಪ್ರಕಟ ತಿರುವನಂತಪುರ: ಕೇರಳ ರಾಜ್ಯ ಲಾಟರಿಯ ಕಾರುಣ್ಯ ಪ್ಲಸ್ (ಸಂKN-611) ಡ್ರಾ ಫಲಿತಾಂಶ 19ರಂದು ಪ್ರಕಟವಾಗಿದ್ದು ವಿಜೇತ ಸಂಖ್ಯೆಗಳ ವಿವರ ಇಂತಿದೆ: 1st Prize Rs.1,00,00,000/- [1 Crore] PC 785815 (PALAKKAD) Consolation Prize Rs.5,000/- PA 785815 PB 785815 PD 785815 PE 785815 PF 785815 PG 785815 PH 785815 PJ 785815 PK 785815 PL 785815 PM 785815 2nd Prize Rs.30,00,000/- [30 Lakhs] PJ 717390 (KAYAMKULAM) 3rd Prize Rs.5,00,000/- [5 Lakhs] PL 556683 (KOTTAYAM) FOR THE TICKETS ENDING WITH THE FOLLOWING NUMBERS 4th Prize Rs.5,000/- 0283 1159 1842 2105 2658 2882 4476 5401 6395 8250 9015 9073 9207 9215 9229 9295 9564 9773 9832 5th Prize Rs.2,000/- 0352 2501 3454 4217 4239 4870 6th Prize Rs.1,000/- 0469 0470 0729 1139 2631 2760 2912 3243 3799 4350 4853 4884 4926 6202 6317 6376 6847 6926 7649 7797 7904 8014 8371 8646 9001 7th Prize Rs.500/- 0030 0201 0317 0367 0396 0429 0466 0612 0904 0912 1022 1080 1218 1252 1295 1330 1397 1420 1758 1941 2121 2256 2344 2556 2816 3326 2868 2905 2917 2988 3119 3351 3396 3640 3730 4180 4135 4359 4455 4576 4824 4866 5003 5135 5153 5220 5276 5531 5867 6398 6498 6576 6595 6629 6709 7308 7420 7467 7656 7778 7869 7922 8140 8231 8460 8461 8613 8754 8942 9002 9023 9129 9157 9405 9485 9740 9788 9882 8th Prize Rs.200/- 0097 0262 0423 0761 0890 0929 0934 0976 1198 1375 1540 1614 1798 1801 2077 2098 2123 2441 2729 2807 2823 2844 2957 3003 3118 3131 3577 3586 3634 3693 3772 3993 4091 4106 4211 4228 4417 4448 4577 4669 4951 4957 5006 5267 5312 5451 5561 5748 5778 6099 6253 6335 6480 6496 6577 6619 6622 7022 7056 7246 7323 7359 7707 7844 7977 8008 8195 8231 8551 8637 8825 8839 8910 8946 9010 9016 9151 9191 9203 9255 9439 9571 9632 9956 9th Prize Rs.100/- 0137 0176 0229 0234 0348 0408 0495 0719 0764 0770 0829 0894 0919 0966 0970 1077 1094 1132 1361 1390 1452 1580 1599 1617 1653 1671 1733 1773 1775 1866 1933 2057 2087 2213 2261 2305 2331 2350 2482 2484 2698 2700 2778 2724 2731 2757 2857 2916 3042 3199 3221 3242 3336 3345 3371 3529 3564 3594 3630 3672 3736 3758 3809 3812 3971 4112 4133 4294 4447 4466 4470 4475 4488 4489 4583 4622 4624 4711 4735 4883 4977 5123 5172 5207 5213 5286 5308 5423 5492 5551 5560 5619 5676 5807 5815 5877 5913 5959 6009 6025 6039 6082 6108 6136 6178 6189 6227 6245 6253 6255 6300 6308 6347 6358 6564 6584 6616 6709 6765 6851 6888 7003 7093 7137 7146 7148 7293 7327 7388 7464 7467 7496 7526 7533 7548 7575 7648 7678 7723 7888 7898 7946 8013 8014 8077 8055 8151 8363 8491 8510 8529 8610 8651 8654 8722 8757 8847 8855 8889 9113 9307 9395 9417 9444 9476 9520 9567 9575 9727 9738 9742 9776 9818 9897 (702, 783, 922, 1406)
table-cell: ಆರ್‌ಎಸ್‌ಎಸ್ 5 (371, 181, 422, 192)
table-cell: 1526003023 200123975 (494, 993, 537, 1017)
property-row (479, 1041, 695, 1065)
table-cell: ಹೊಸ ಉಳ್ಳಿ (258, 201, 293, 212)
table-cell: 14.94 (150 Sq.ft.) (643, 921, 671, 945)
property-row (479, 1089, 695, 1113)
table-cell: ಕರಿಮೆಣಸು (371, 93, 404, 104)
table-cell: ಹೊಸ ಪಟೋರ (258, 108, 304, 118)
table-cell: 192.00 (425, 181, 461, 192)
property-row (479, 993, 695, 1017)
table-cell: 1526003023 200123978 (494, 1065, 537, 1089)
price-row (370, 170, 463, 182)
table-cell: ಲ್ಯಾಟೆಕ್ಸ್ (371, 192, 396, 203)
table-cell: 355 (322, 201, 341, 212)
table-cell: 550 (344, 128, 364, 139)
table-cell: 1-116/3C (590, 969, 617, 993)
table-cell: ಕೊಬ್ಬರಿ (371, 105, 394, 116)
court-summons-ad: Before the Principal Commercial Court/1st Addl. District and Sessions Judge at Mangaluru, D.K. District Com.O.S.No.35/2026 Between: The State Bank of India ...Plaintiff AND Mrs. Ayeshathil Mudipu ...Defendant To, Mrs. Ayshathil Mudipu., Aged 24 years, W/o Mr.Mustak Kanyan, R/at Alfaaz Burka Shop, HIRA Tower, Near City Medical, Vittal D.K. District 574 243. Whereas the above-named plaintiff have filed a Civil suit before this Hon'ble Court for recovery of money borrowed by you from the plaintiff Bank. You are hereby summoned to appear in this Court in person or by a pleader duly instructed on the 07th day of March 2026 at 11 a.m. in the forenoon, to answer the claim and you are directed to file on that day written statement and produce documents to base your defence, failing wherein, the said claim in the above suit will be heard and determined ex-parte. Given under my hand & seal of the Court this the 18th day of February 2026. /By order of the Court/ Sd/- Chief Ministerial Officer 1st Addl. District and Sessions Judge, D.K. Sdl- Smt. Surekha Naveen Rao Advocate for the plaintiff (22, 146, 133, 544)
table-cell: ಹೊಸ ಅಡಿಕೆ (258, 94, 295, 105)
table-cell (617, 1137, 643, 1161)
table-cell: 1526003023 200123977 (494, 1041, 537, 1065)
table-cell: 10,400.00 (382, 984, 423, 1008)
table-cell: First (537, 969, 572, 993)
price-row (370, 181, 463, 193)
table-cell: 106.87 (2218 Sq.ft.) (643, 1113, 671, 1137)
bank-logo-icon (478, 649, 494, 665)
table-header-cell: ಸೂಪರ್ ಬಿಲ್ಟ್ ಅಪ್ ಏರಿಯಾ (643, 825, 671, 849)
table-cell: 1526003023 200123980 (494, 1113, 537, 1137)
table-cell: 6.00 (671, 969, 694, 993)
table-cell: 240 (412, 93, 432, 104)
property-row (479, 1017, 695, 1041)
table-cell: 6 (479, 969, 494, 993)
table-cell: 17.65 (190 Sq.ft.) (643, 897, 671, 921)
table-cell: 520 (322, 108, 341, 118)
column-3 (252, 58, 467, 1331)
table-cell: 210.50 (425, 169, 461, 180)
price-row (256, 94, 366, 107)
property-row (479, 849, 695, 873)
table-cell: 2 (479, 873, 494, 897)
table-cell: 130.50 (425, 204, 461, 215)
table-cell: 1526003023 200123971 (494, 921, 537, 945)
table-cell: 375 (344, 201, 364, 212)
table-cell: 270 (344, 214, 364, 225)
table-cell: 365 (322, 148, 341, 159)
table-cell: 10 (479, 1065, 494, 1089)
table-cell: 124.00 (425, 215, 461, 226)
table-cell: 520 (322, 128, 341, 139)
table-cell: 550 (344, 108, 364, 118)
table-row (258, 984, 462, 1008)
price-row (256, 187, 366, 200)
table-cell: 5 (479, 945, 494, 969)
table-cell: 380 (412, 116, 432, 127)
price-row (256, 174, 366, 187)
table-cell: 3.20 (671, 921, 694, 945)
table-cell: Intel i3, 8GB DDR4 RAM, 512 GB NVME SSD, ACER 20" MONITOR, USB KEYBOARD AND MOUSE DESKTOP COMPUTER (With 3 Year Warranty) (268, 666, 461, 690)
table-cell: ಸ್ಕ್ರಾಪ್ 1 (371, 204, 399, 215)
belagavi-short-tender-ad: ಕರ್ನಾಟಕ ಸರ್ಕಾರ ಜಿಲ್ಲಾ ಪಂಚಾಯತ್ ಬೆಳಗಾವಿ ಕಾರ್ಯನಿರ್ವಾಹಕ ಅಭಿಯಂತರರ ಕಚೇರಿ, ಪಂಚಾಯತ್ ರಾಜ್ ಇಂಜಿನಿಯರಿಂಗ್ ವಿಭಾಗ ಚಿಕ್ಕೋಡಿ Email:precddee@gmail.com ಮತ್ತು ದೂರವಾಣಿ ಸಂಖ್ಯೆ: 08338–272131 ಕ್ರ.ಕಾಅಪಂರಾಇವಿಚಿ/ಟೆಂಡರ್/2025–26/8177 ದಿನಾಂಕ: 16–02–2026 (ಕಿರು ಅವಧಿ ಟೆಂಡರ್ ಪ್ರಕಟಣೆ) ಕರ್ನಾಟಕ ಸರ್ಕಾರದ ಪರವಾಗಿ ಕಾರ್ಯನಿರ್ವಾಹಕ ಅಭಿಯಂತರರು, ಪಂಚಾಯತ್ ರಾಜ್ ಇಂಜಿನಿಯರಿಂಗ್ ವಿಭಾಗ ಚಿಕ್ಕೋಡಿ ಇವರು KW-1, KW-2, KW-3, KW-4 (Standard Tender Document) ನಿಯಮಗಳಿಗೆ ಒಳಪಟ್ಟು ಅರ್ಹ ಗುತ್ತಿಗೆದಾರರಿಂದ ಇ-ಪ್ರೊಕ್ಯೂರ್‌ಮೆಂಟ್ ಮುಖಾಂತರ ಟೆಂಡರ್‌ಗಳನ್ನು ಆಹ್ವಾನಿಸಿದೆ. 1)Last date of request for issue of blank E-bid document through e-Procurement Date: Other works:16-02-2026 To 27-02-2026. 2)Bid Closing & submission Date: 27-02-2026 AT 04:00 PM, 3)Financial Bid Opening Date:02-03-2026 AT 11:00 AM, 4)Pre Bid Meeting Date: [KW-3 & 4 Works Only]:26-02-2026 AT 05:00 PM, 5)Technical Bid Opening Date: [KW-3 & 4 Works Only]:26-02-2026 AT 05:00 PM, 6)Financial Bid Opening Date: [KW-3 & 4 Works Only]:04-02-2026 AT 11:00 AM. General Works Indent No's:24455, 24453, 24469, 24467, 24471, 24448, 24460, 24495, 24492, 24466, 24446, 24506, 24443, 24465, 24462, 24454, 23965, 24868, 23944, 23943, 24042, 24041, 22966, SC Works Indent No's:24471, 24458, 24452, 23942, 24553, 24437, 24457, ST Works Indent No's:24457, 24488, 24044, Category 1 Works Indent No's:24470, 24504, Category 2A Works Indent No's:24497, 24499, 24449, 24503, 24039, 24040. ಹೆಚ್ಚಿನ ವಿವರಗಳಿಗೆ ವೆಬ್ ಸೈಟ್ https://kppp.karnataka.gov.in/ ಸಂದರ್ಶಿಸಬಹುದು. ಸಹಿ/- ಕಾರ್ಯನಿರ್ವಾಹಕ ಅಭಿಯಂತರರು, ಪಂ.ರಾ.ಇಂ.ವಿಭಾಗ ಚಿಕ್ಕೋಡಿ DIPR/BGM/RO NO.1076/KSMCA/2025-26 (700, 392, 924, 777)
table-cell: B7 (572, 849, 590, 873)
table-cell: 350 (344, 188, 364, 199)
table-cell: 379.09 (4080 Sq.ft.) (643, 1137, 671, 1161)
table-cell: Second (537, 1089, 572, 1113)
table-cell: 17.65 (190 Sq.ft.) (643, 1041, 671, 1065)
edition-name: ಮಂಗಳೂರು (810, 30, 928, 48)
table-cell: 290 (344, 174, 364, 185)
market-price-box: ಪುತ್ತೂರು ಮಾರುಕಟ್ಟೆ ಧಾರಣೆ 19-02-2026 ಅಡಿಕೆ ಧಾರಣೆ ಕೆ.ಜಿ.ಗೆ ಹೊಸ ಅಡಿಕೆ 260 485 ಹೊಸ ಪಟೋರ 520 550 ಹಳೆ ಡಬಲ್ ಚೋಲ್ 520 550 ಹಳೆ ಪಟೋರ 365 415 ಹಳೆ ಉಳ್ಳಿ 400 430 ಹಳೆ ಕರಿ 115 290 ಹೊಸ ಕರಿ 330 350 ಹೊಸ ಉಳ್ಳಿ 355 375 ಹೊಸ ಕರಿಗೋಟು 240 270 ಕರಿಮೆಣಸು 240 270 ಕೊಬ್ಬರಿ 80 110 ರಬ್ಬರ್ 380 380 ಮಂಗಳೂರು ಧಾರಣೆ ಕಾಫಿ ರೋಬಸ್ಟ 430 670 ರಬ್ಬರ್ ಧಾರಣೆ : ಕೆ.ಜಿ.ಗೆ ಆರ್‌ಎಸ್‌ಎಸ್ 4 210.50 ಆರ್‌ಎಸ್‌ಎಸ್ 5 192.00 ಲ್ಯಾಟೆಕ್ಸ್ 137.00 ಸ್ಕ್ರಾಪ್ 1 130.50 ಸ್ಕ್ರಾಪ್ 2 124.00 (252, 58, 467, 230)
property-row (479, 945, 695, 969)
table-cell: Second (537, 1113, 572, 1137)
table-header-cell: ಕಾಮಗಾರಿ ಮುಗಿಸುವ ಅವಧಿ (423, 968, 462, 984)
column-1 (22, 58, 133, 1398)
table-cell: First (537, 993, 572, 1017)
property-row (479, 1065, 695, 1089)
kadaba-works-table (257, 967, 462, 1008)
table-header-cell: ಅಳತೆ (ಚ.ಮೀ) (617, 825, 643, 849)
table-cell: 13.94 (617, 945, 643, 969)
table-cell: ಹಳೆ ಡಬಲ್ ಚೋಲ್ (258, 122, 294, 144)
table-header-cell: ಅಸ್ತಿ ಸಂಖ್ಯೆ (494, 825, 537, 849)
table-cell: 17.65 (190 Sq.ft.) (643, 945, 671, 969)
table-cell: 23.70 (617, 969, 643, 993)
table-cell: 3.60 (671, 1065, 694, 1089)
table-cell: 1526003023 200123972 (494, 945, 537, 969)
table-cell: 1-116/3B (590, 897, 617, 921)
table-cell: ಕಡಬ ಪಟ್ಟಣ ಪಂಚಾಯತ್ ವ್ಯಾಪ್ತಿಯ ಸರಬರಾಜು ಕಾಮಗಾರಿ (274, 984, 340, 1008)
table-cell: 6.60 (671, 873, 694, 897)
school-notice-ad: ಕರ್ನಾಟಕ ಸರ್ಕಾರ ಶಾಲಾ ಶಿಕ್ಷಣ ಇಲಾಖೆ ಸರಕಾರಿ ಪ್ರಾಥಮಿಕ ಶಾಲೆ (ಶಿಕ್ಷಣ ಇಲಾಖೆ) ಕೊಡಿಪ್ಪಾಡಿ, ಪುತ್ತೂರು, ದ.ಕ. - 574201 ದಿನಾಂಕ: 19.02.2026 ಪ್ರಕಟಣೆ ಸರಕಾರಿ ಪ್ರಾಥಮಿಕ ಶಾಲೆ ಕೊಡಿಪ್ಪಾಡಿ ಇಲ್ಲಿ ಅಕ್ಷರ ದಾಸೋಹ ಯೋಜನೆಯಡಿ ಅಡುಗೆ ಸಹಾಯಕಿ ಹುದ್ದೆಗೆ ಅರ್ಹ ಅಭ್ಯರ್ಥಿಗಳಿಂದ ಅರ್ಜಿ ಆಹ್ವಾನಿಸಲಾಗಿದೆ. ಅರ್ಜಿ ಸಲ್ಲಿಸಲು ಕೊನೆಯ ದಿನಾಂಕ 28.02.2026 ಆಗಿರುತ್ತದೆ. ಅರ್ಜಿ ಸ್ವೀಕಾರ ಪ್ರಾರಂಭ ದಿನಾಂಕ 27.01.2026. ಸಹಿ/- ಅಧ್ಯಕ್ಷರು, ಎಸ್.ಡಿ.ಎಂ.ಸಿ. ಸಹಿ/- ಮುಖ್ಯ ಶಿಕ್ಷಕರು (700, 58, 924, 228)
table-cell: ರಬ್ಬರ್ (371, 116, 392, 127)
price-row (256, 201, 366, 214)
table-cell: ಹಳೆ ಕರಿ (258, 174, 282, 185)
price-row (256, 107, 366, 120)
table-cell: Epson Ecotank L6460 A4 Wireless Color Epson Inkjet Printers, Black (With 1 year Warranty) (268, 690, 461, 706)
page-header (22, 28, 928, 50)
table-cell: ಕಾಫಿ ರೋಬಸ್ಟ (371, 143, 413, 154)
price-row (256, 147, 366, 160)
table-header-cell: ಅವಿಭಕ್ತ ಪಾಲು (ಸೆಂಟ್ಸ್) (671, 825, 694, 849)
table-cell: First (537, 921, 572, 945)
table-cell: 26.24 (617, 873, 643, 897)
table-cell: 13.94 (617, 1041, 643, 1065)
table-cell: 1526003023 200123968 (494, 849, 537, 873)
table-row (258, 690, 462, 706)
property-row (479, 969, 695, 993)
civil-court-public-notice-ad: ಮಾನ್ಯ ಪ್ರಧಾನ ಹಿರಿಯ ಸಿವಿಲ್ ನ್ಯಾಯಾಧೀಶರು ಮತ್ತು ಜೆ.ಎಂ.ಎಫ್.ಸಿ. ಮಂಗಳೂರು, ದ.ಕ. ಜಿಲ್ಲೆ ಸಿ.ಆರ್.ಪಿ.ಸಿ. ನಂ. 59/2026 ಅರ್ಜಿದಾರರು: ಶ್ರೀ ಪಿ.ಎಸ್. ಮುಹಮ್ಮದ್ ಮತ್ತು ಇತರರು. ಎದುರುದಾರರು: ಮಂಜೇಶ್ವರ ತಾಲೂಕು, ಕಾಸರಗೋಡು ಜಿಲ್ಲೆ. ಸಾರ್ವಜನಿಕ ಪ್ರಕಟಣೆ. ಈ ಮೇಲ್ಕಂಡ ಅರ್ಜಿದಾರರು ಸಲ್ಲಿಸಿರುವ ಅರ್ಜಿಯ ವಿಚಾರಣೆ ದಿನಾಂಕ:09.04.2026 ರಂದು ಬೆಳಿಗ್ಗೆ 11.00 ಗಂಟೆಗೆ ನಿಗದಿಪಡಿಸಲಾಗಿದ್ದು, ಈ ಬಗ್ಗೆ ಆಕ್ಷೇಪಣೆ ಇರುವವರು ಸದ್ರಿ ದಿನಾಂಕದಂದು ನ್ಯಾಯಾಲಯದಲ್ಲಿ ಖುದ್ದಾಗಿ ಅಥವಾ ವಕೀಲರ ಮುಖಾಂತರ ಹಾಜರಾಗಿ ತಮ್ಮ ಆಕ್ಷೇಪಣೆಯನ್ನು ಸಲ್ಲಿಸತಕ್ಕದ್ದು. ಸಹಿ/- ಶಿರಸ್ತೇದಾರರು ಸಹಿ/- ಕೆ.ಎಸ್. ಚಂದ್ರಶೇಖರ್ ಅರ್ಜಿದಾರರ ಪರ ವಕೀಲರು 10.02.2026 (137, 58, 248, 460)
table-cell: 137.00 (425, 192, 461, 203)
